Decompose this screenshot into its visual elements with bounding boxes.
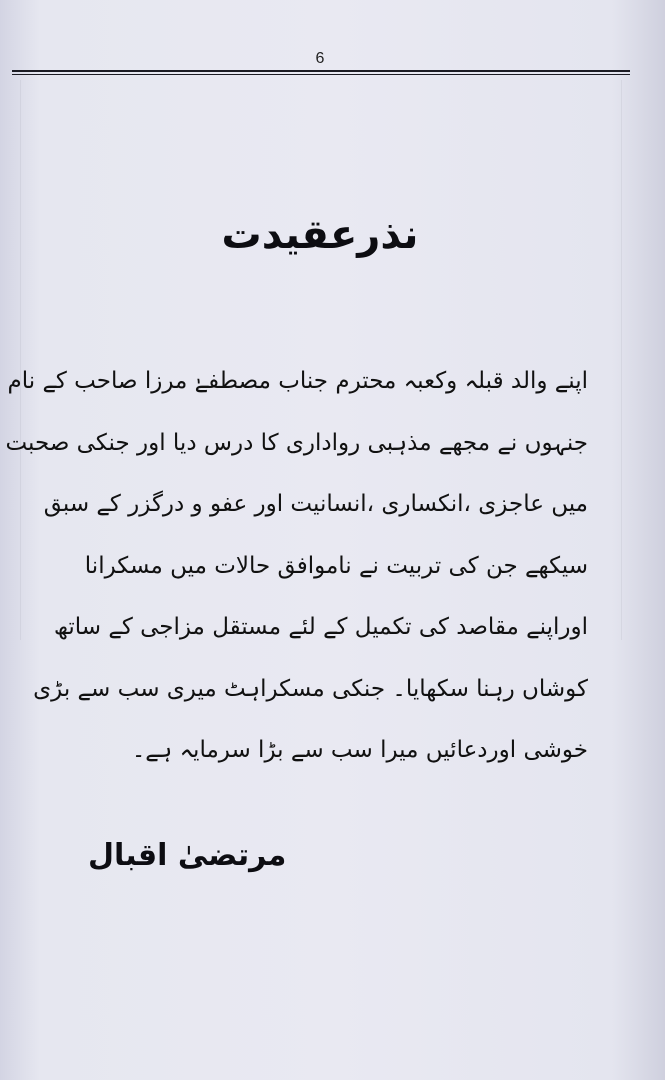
body-line: جنہوں نے مجھے مذہبی رواداری کا درس دیا اور جنکی صحبت	[5, 429, 588, 456]
dedication-title: نذرعقیدت	[221, 212, 419, 258]
body-line: اپنے والد قبلہ وکعبہ محترم جناب مصطفےٰ مرزا صاحب کے نام	[7, 368, 588, 394]
header-rule	[12, 70, 630, 75]
body-line: اوراپنے مقاصد کی تکمیل کے لئے مستقل مزاجی کے ساتھ	[53, 614, 588, 640]
page-number: 6	[315, 50, 325, 67]
author-signature: مرتضیٰ اقبال	[88, 838, 287, 873]
body-line: میں عاجزی ،انکساری ،انسانیت اور عفو و درگزر کے سبق	[43, 491, 588, 517]
body-line: سیکھے جن کی تربیت نے ناموافق حالات میں مسکرانا	[84, 552, 588, 579]
body-line: کوشاں رہنا سکھایا۔ جنکی مسکراہٹ میری سب سے بڑی	[33, 675, 588, 702]
body-line: خوشی اوردعائیں میرا سب سے بڑا سرمایہ ہے۔	[131, 737, 588, 763]
dedication-body	[5, 355, 588, 786]
